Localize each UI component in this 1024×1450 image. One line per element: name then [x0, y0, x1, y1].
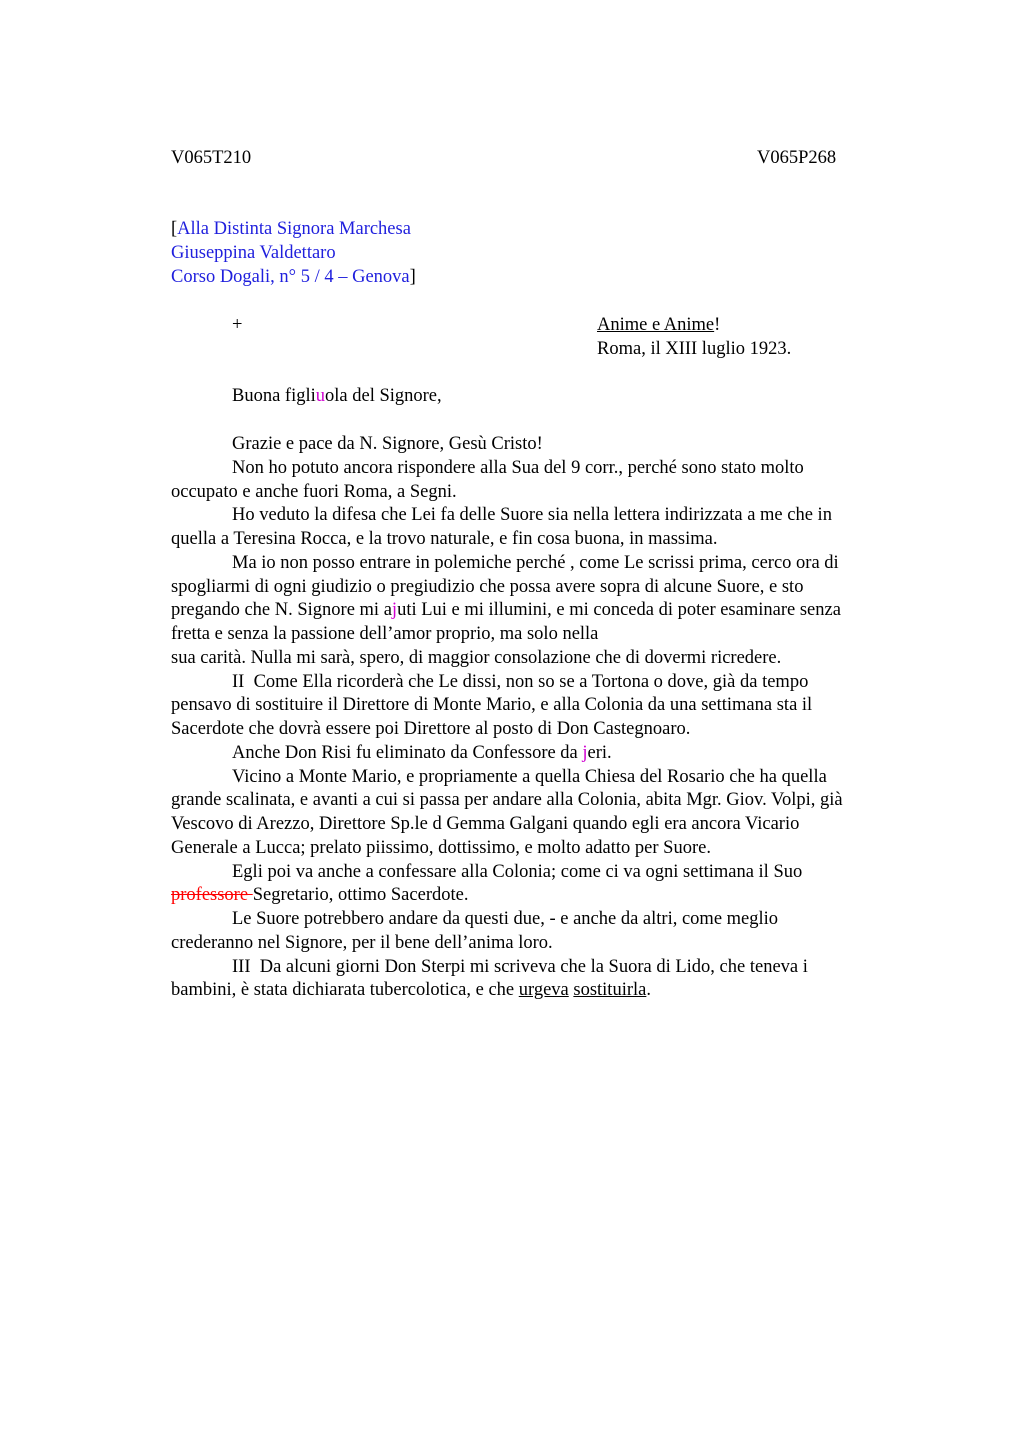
- body-line: occupato e anche fuori Roma, a Segni.: [171, 482, 457, 502]
- body-line: Le Suore potrebbero andare da questi due, - e anche da altri, come meglio: [232, 909, 779, 929]
- address-line-2: Giuseppina Valdettaro: [171, 243, 336, 263]
- body-correction: j: [582, 743, 588, 763]
- address-line-1: [171, 217, 411, 241]
- body-line: crederanno nel Signore, per il bene dell’anima loro.: [171, 933, 553, 953]
- motto: [597, 313, 720, 337]
- address-close-bracket: ]: [409, 267, 416, 287]
- body-text: bambini, è stata dichiarata tubercolotica, e che: [171, 980, 519, 1000]
- body-line: Vicino a Monte Mario, e propriamente a quella Chiesa del Rosario che ha quella: [232, 767, 827, 787]
- body-text: pregando che N. Signore mi a: [171, 600, 392, 620]
- body-text: eri.: [587, 743, 612, 763]
- body-line: sua carità. Nulla mi sarà, spero, di maggior consolazione che di dovermi ricredere.: [171, 648, 782, 668]
- body-line: spogliarmi di ogni giudizio o pregiudizio che possa avere sopra di alcune Suore, e sto: [171, 577, 804, 597]
- body-line: [171, 883, 468, 907]
- body-text: Anche Don Risi fu eliminato da Confessore da: [232, 743, 583, 763]
- address-open-bracket: [: [171, 219, 178, 239]
- body-text: .: [646, 980, 651, 1000]
- salutation: [232, 384, 442, 408]
- body-line: Ma io non posso entrare in polemiche perché , come Le scrissi prima, cerco ora di: [232, 553, 839, 573]
- body-line: quella a Teresina Rocca, e la trovo naturale, e fin cosa buona, in massima.: [171, 529, 718, 549]
- body-line: Ho veduto la difesa che Lei fa delle Suore sia nella lettera indirizzata a me che in: [232, 505, 832, 525]
- body-line: Vescovo di Arezzo, Direttore Sp.le d Gemma Galgani quando egli era ancora Vicario: [171, 814, 800, 834]
- deleted-word: professore: [171, 885, 253, 905]
- motto-text: Anime e Anime: [597, 315, 715, 335]
- address-recipient: Alla Distinta Signora Marchesa: [177, 219, 411, 239]
- underlined-word: sostituirla: [573, 980, 647, 1000]
- body-line: [232, 741, 612, 765]
- archive-code-left: V065T210: [171, 148, 252, 168]
- body-line: III Da alcuni giorni Don Sterpi mi scriveva che la Suora di Lido, che teneva i: [232, 957, 808, 977]
- body-line: Generale a Lucca; prelato piissimo, dottissimo, e molto adatto per Suore.: [171, 838, 711, 858]
- body-text: uti Lui e mi illumini, e mi conceda di poter esaminare senza: [397, 600, 841, 620]
- motto-exclamation: !: [714, 315, 721, 335]
- dateline: Roma, il XIII luglio 1923.: [597, 339, 792, 359]
- greeting: Grazie e pace da N. Signore, Gesù Cristo!: [232, 434, 543, 454]
- salutation-part: Buona figli: [232, 386, 316, 406]
- body-line: Non ho potuto ancora rispondere alla Sua del 9 corr., perché sono stato molto: [232, 458, 804, 478]
- salutation-part: ola del Signore,: [325, 386, 442, 406]
- body-correction: j: [391, 600, 398, 620]
- body-line: Egli poi va anche a confessare alla Colonia; come ci va ogni settimana il Suo: [232, 862, 803, 882]
- body-line: [171, 978, 651, 1002]
- body-text: Segretario, ottimo Sacerdote.: [252, 885, 469, 905]
- body-line: [171, 598, 841, 622]
- salutation-correction: u: [315, 386, 326, 406]
- cross-symbol: +: [232, 315, 243, 335]
- archive-code-right: V065P268: [757, 148, 837, 168]
- body-line: Sacerdote che dovrà essere poi Direttore al posto di Don Castegnoaro.: [171, 719, 691, 739]
- address-line-3: [171, 265, 416, 289]
- body-line: pensavo di sostituire il Direttore di Monte Mario, e alla Colonia da una settimana sta il: [171, 695, 813, 715]
- body-line: fretta e senza la passione dell’amor proprio, ma solo nella: [171, 624, 599, 644]
- address-street: Corso Dogali, n° 5 / 4 – Genova: [171, 267, 410, 287]
- underlined-word: urgeva: [518, 980, 569, 1000]
- body-line: grande scalinata, e avanti a cui si passa per andare alla Colonia, abita Mgr. Giov. Volpi, già: [171, 790, 843, 810]
- body-line: II Come Ella ricorderà che Le dissi, non so se a Tortona o dove, già da tempo: [232, 672, 809, 692]
